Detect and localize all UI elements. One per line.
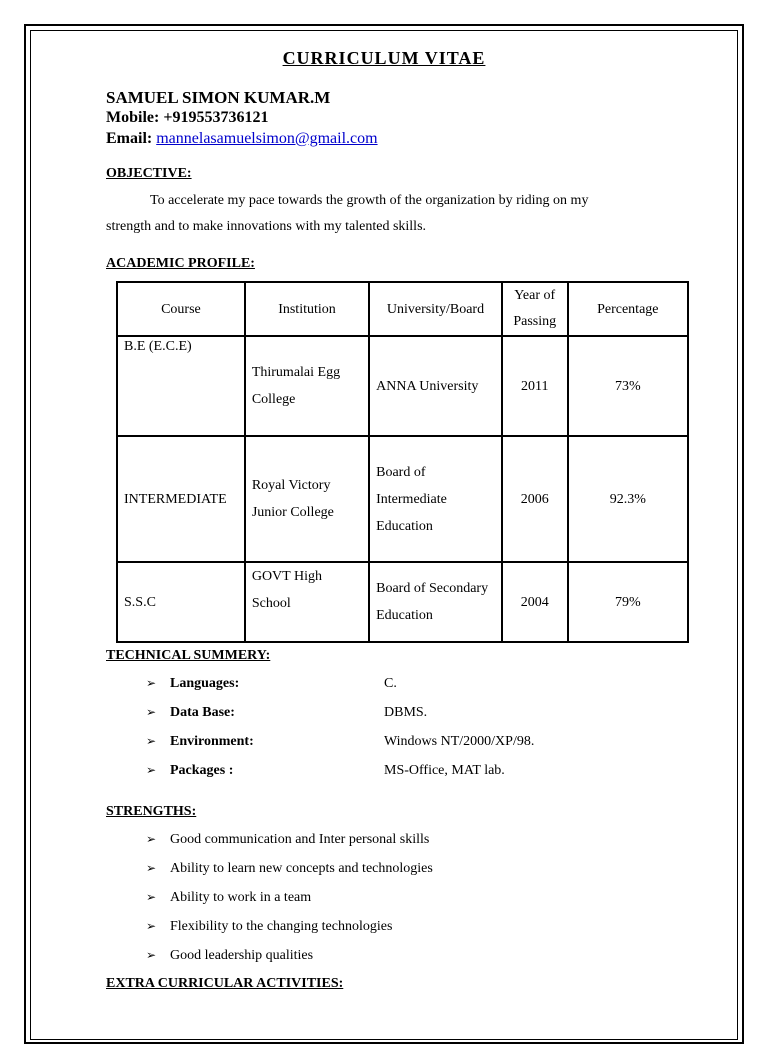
cell-board: Board of Secondary Education — [369, 562, 502, 642]
cell-institution: GOVT High School — [245, 562, 369, 642]
cell-course: INTERMEDIATE — [117, 436, 245, 562]
header-year: Year of Passing — [502, 282, 568, 336]
cell-course: S.S.C — [117, 562, 245, 642]
tech-label: Packages : — [170, 763, 234, 778]
tech-value: C. — [384, 676, 397, 691]
objective-text-line-1: To accelerate my pace towards the growth of the organization by riding on my — [150, 193, 589, 208]
strength-text: Ability to learn new concepts and technologies — [170, 861, 433, 876]
strength-text: Flexibility to the changing technologies — [170, 919, 393, 934]
strength-text: Good leadership qualities — [170, 948, 314, 963]
arrow-bullet-icon: ➢ — [146, 734, 157, 748]
header-course: Course — [117, 282, 245, 336]
strength-text: Ability to work in a team — [170, 890, 312, 905]
extra-curricular-heading: EXTRA CURRICULAR ACTIVITIES: — [106, 976, 344, 991]
arrow-bullet-icon: ➢ — [146, 705, 157, 719]
table-row — [117, 336, 688, 436]
strengths-heading: STRENGTHS: — [106, 804, 197, 819]
arrow-bullet-icon: ➢ — [146, 919, 157, 933]
cell-board: Board of Intermediate Education — [369, 436, 502, 562]
cell-year: 2011 — [502, 336, 568, 436]
cell-institution: Royal Victory Junior College — [245, 436, 369, 562]
strength-text: Good communication and Inter personal skills — [170, 832, 430, 847]
cell-percentage: 73% — [568, 336, 688, 436]
header-percentage: Percentage — [568, 282, 688, 336]
list-item — [146, 676, 239, 692]
email-link[interactable]: mannelasamuelsimon@gmail.com — [156, 130, 378, 147]
table-header-row — [117, 282, 688, 336]
list-item — [146, 832, 429, 848]
arrow-bullet-icon: ➢ — [146, 763, 157, 777]
cell-board: ANNA University — [369, 336, 502, 436]
arrow-bullet-icon: ➢ — [146, 948, 157, 962]
cell-institution: Thirumalai Egg College — [245, 336, 369, 436]
list-item — [146, 861, 433, 877]
cell-course: B.E (E.C.E) — [117, 336, 245, 436]
academic-heading: ACADEMIC PROFILE: — [106, 256, 255, 271]
list-item — [146, 763, 233, 779]
tech-label: Environment: — [170, 734, 254, 749]
cell-percentage: 79% — [568, 562, 688, 642]
header-board: University/Board — [369, 282, 502, 336]
email-line — [106, 130, 378, 148]
tech-value: DBMS. — [384, 705, 428, 720]
mobile-number: Mobile: +919553736121 — [106, 109, 269, 126]
technical-heading: TECHNICAL SUMMERY: — [106, 648, 271, 663]
header-institution: Institution — [245, 282, 369, 336]
table-row — [117, 436, 688, 562]
cell-year: 2006 — [502, 436, 568, 562]
tech-value: Windows NT/2000/XP/98. — [384, 734, 535, 749]
list-item — [146, 705, 235, 721]
document-title: CURRICULUM VITAE — [282, 48, 486, 68]
arrow-bullet-icon: ➢ — [146, 832, 157, 846]
tech-value: MS-Office, MAT lab. — [384, 763, 505, 778]
objective-text-line-2: strength and to make innovations with my talented skills. — [106, 219, 427, 234]
table-row — [117, 562, 688, 642]
email-label: Email: — [106, 130, 157, 147]
tech-label: Data Base: — [170, 705, 235, 720]
cell-percentage: 92.3% — [568, 436, 688, 562]
list-item — [146, 890, 311, 906]
objective-heading: OBJECTIVE: — [106, 166, 192, 181]
candidate-name: SAMUEL SIMON KUMAR.M — [106, 88, 331, 107]
list-item — [146, 734, 254, 750]
arrow-bullet-icon: ➢ — [146, 861, 157, 875]
arrow-bullet-icon: ➢ — [146, 890, 157, 904]
cell-year: 2004 — [502, 562, 568, 642]
arrow-bullet-icon: ➢ — [146, 676, 157, 690]
list-item — [146, 919, 392, 935]
list-item — [146, 948, 313, 964]
academic-table — [116, 281, 689, 643]
tech-label: Languages: — [170, 676, 240, 691]
